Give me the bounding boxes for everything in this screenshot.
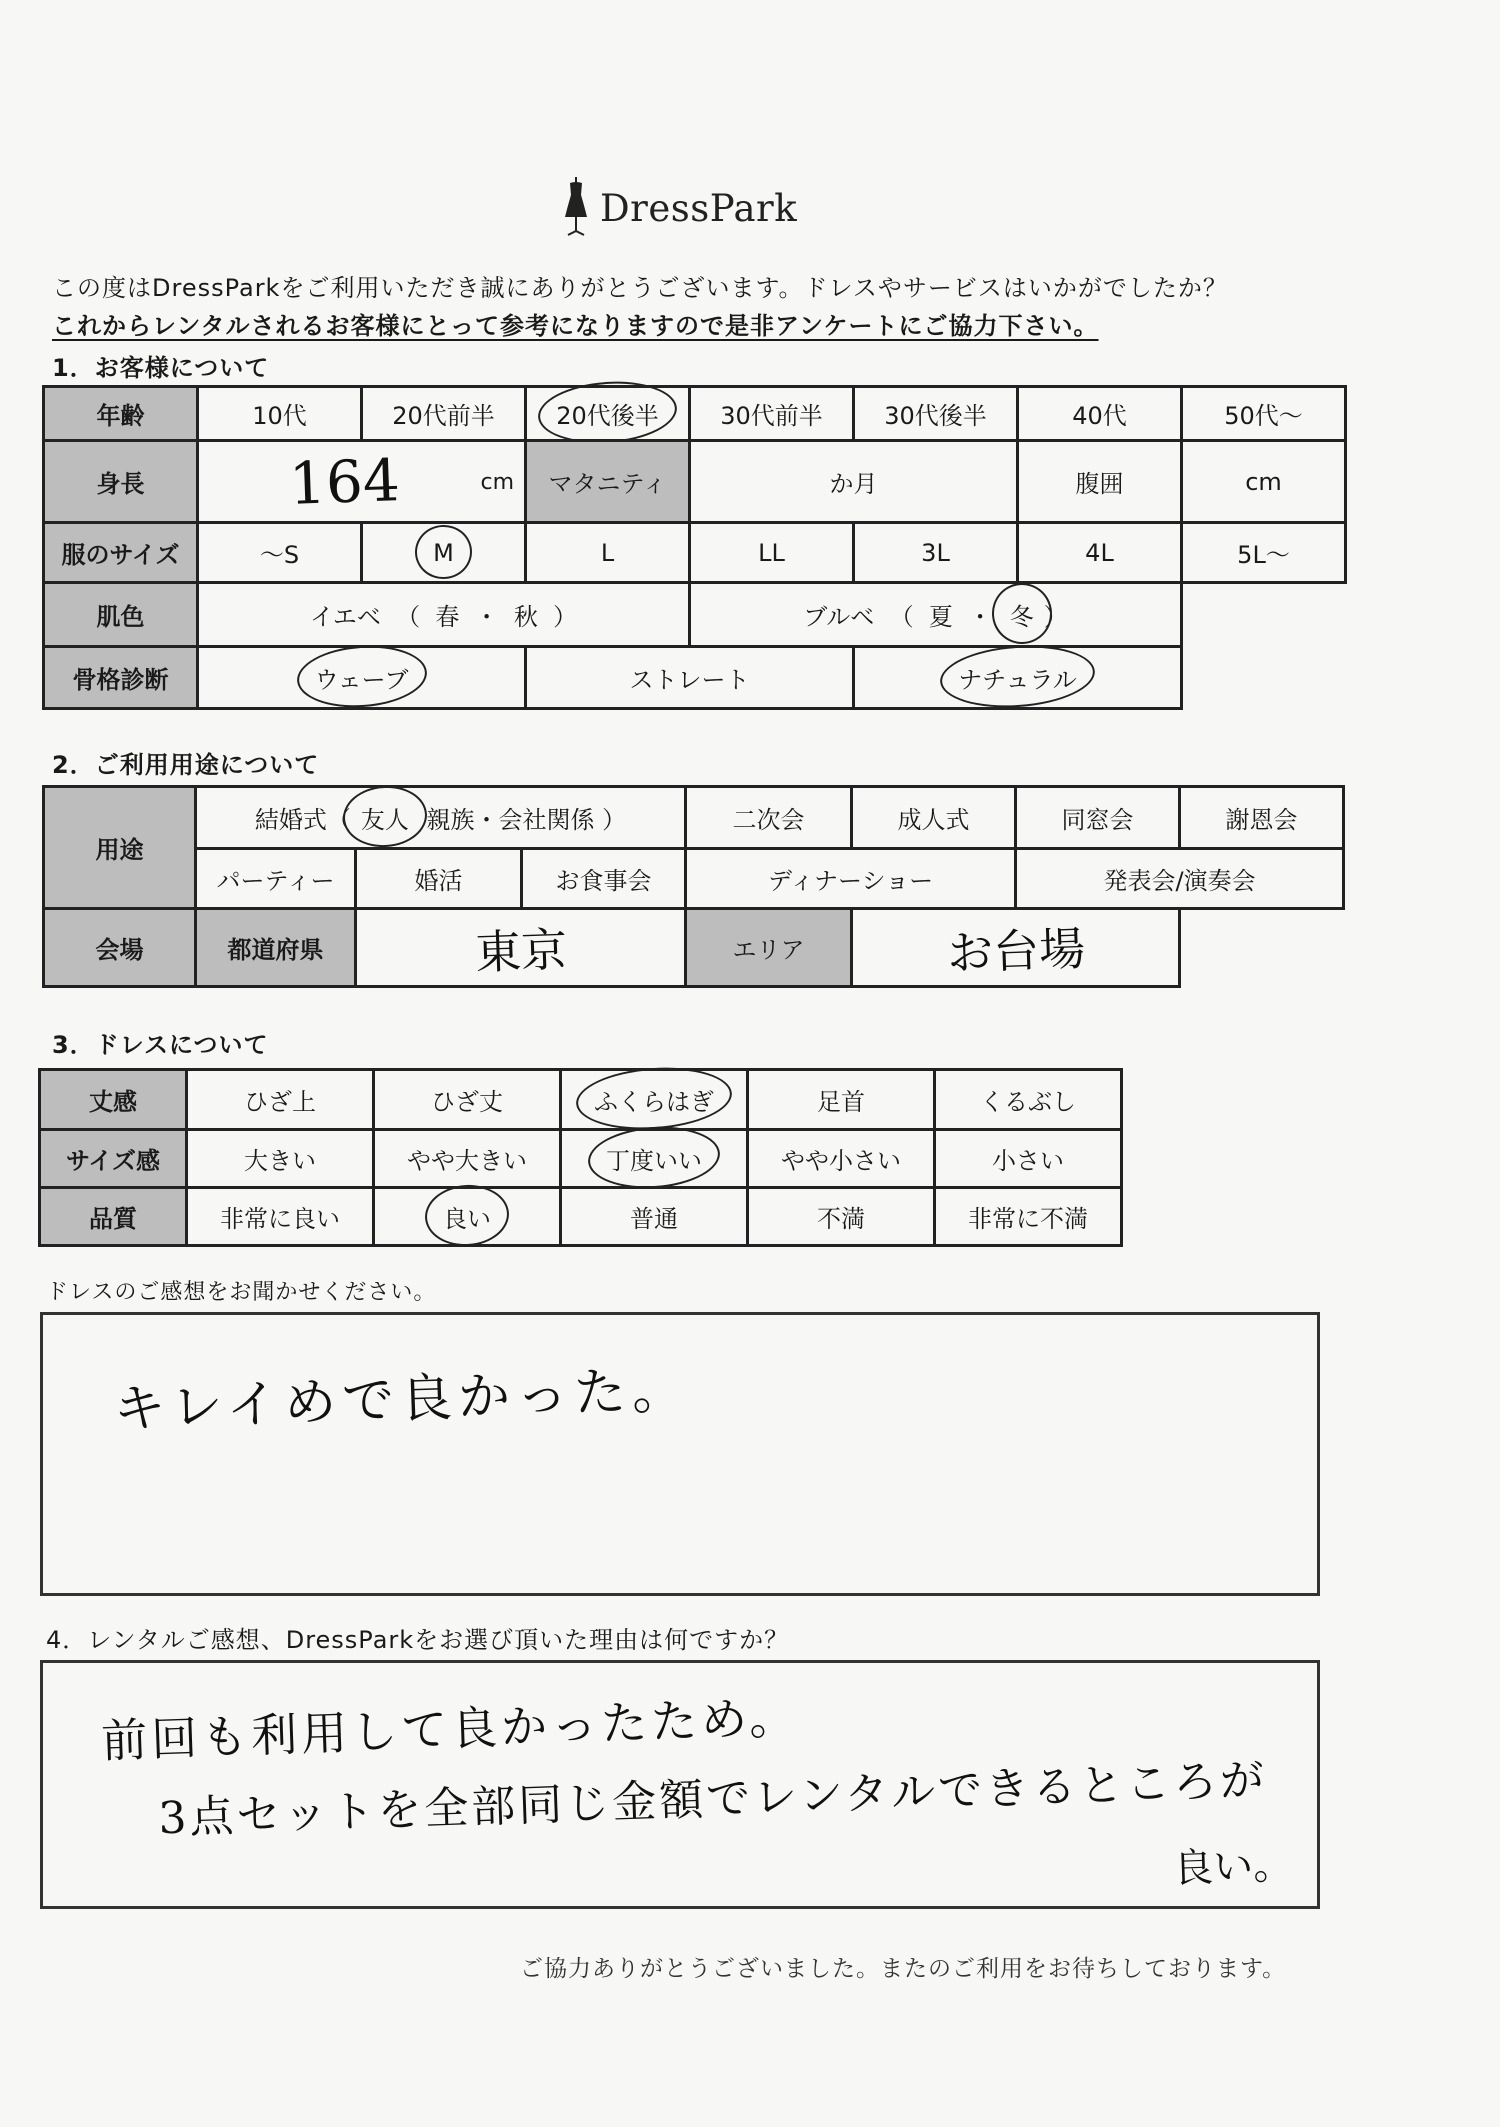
fit-row bbox=[40, 1130, 1122, 1188]
age-option[interactable]: 50代～ bbox=[1182, 387, 1346, 441]
frame-option[interactable]: ウェーブ bbox=[198, 647, 526, 709]
waist-field[interactable] bbox=[1182, 441, 1346, 523]
fit-option[interactable]: 大きい bbox=[187, 1130, 374, 1188]
purpose-option[interactable]: パーティー bbox=[196, 849, 356, 909]
length-option[interactable]: ふくらはぎ bbox=[561, 1070, 748, 1130]
size-option[interactable]: L bbox=[526, 523, 690, 583]
purpose-option[interactable]: 成人式 bbox=[852, 787, 1016, 849]
frame-label: 骨格診断 bbox=[44, 647, 198, 709]
intro-line-1: この度はDressParkをご利用いただき誠にありがとうございます。ドレスやサービスはいかがでしたか？ bbox=[52, 274, 1228, 302]
brand-name: DressPark bbox=[600, 186, 798, 230]
age-row bbox=[44, 387, 1346, 441]
reason-line-1: 前回も利用して良かったため。 bbox=[100, 1689, 801, 1769]
waist-unit: cm bbox=[1245, 467, 1282, 496]
purpose-option[interactable]: ディナーショー bbox=[686, 849, 1016, 909]
purpose-option[interactable]: 謝恩会 bbox=[1180, 787, 1344, 849]
dress-form-icon bbox=[560, 177, 592, 239]
customer-table bbox=[42, 385, 1347, 710]
waist-label: 腹囲 bbox=[1018, 441, 1182, 523]
age-option[interactable]: 30代前半 bbox=[690, 387, 854, 441]
wedding-option[interactable]: 結婚式（ 友人 親族・会社関係 ） bbox=[196, 787, 686, 849]
reason-box[interactable] bbox=[40, 1660, 1320, 1909]
size-row bbox=[44, 523, 1346, 583]
fit-option[interactable]: やや小さい bbox=[748, 1130, 935, 1188]
age-label: 年齢 bbox=[44, 387, 198, 441]
dress-table bbox=[38, 1068, 1123, 1247]
size-option[interactable]: ～S bbox=[198, 523, 362, 583]
blue-base-option[interactable]: ブルベ （ 夏 ・ 冬 ） bbox=[690, 583, 1182, 647]
maternity-unit: か月 bbox=[829, 470, 878, 498]
height-label: 身長 bbox=[44, 441, 198, 523]
quality-label: 品質 bbox=[40, 1188, 187, 1246]
winter-option: 冬 bbox=[1000, 595, 1044, 634]
size-option[interactable]: LL bbox=[690, 523, 854, 583]
impression-text: キレイめで良かった。 bbox=[112, 1359, 691, 1441]
quality-option[interactable]: 非常に良い bbox=[187, 1188, 374, 1246]
size-option[interactable]: 3L bbox=[854, 523, 1018, 583]
venue-label: 会場 bbox=[44, 909, 196, 987]
quality-option[interactable]: 良い bbox=[374, 1188, 561, 1246]
size-label: 服のサイズ bbox=[44, 523, 198, 583]
length-option[interactable]: ひざ上 bbox=[187, 1070, 374, 1130]
maternity-label: マタニティ bbox=[526, 441, 690, 523]
length-option[interactable]: 足首 bbox=[748, 1070, 935, 1130]
purpose-option[interactable]: 二次会 bbox=[686, 787, 852, 849]
reason-line-3: 良い。 bbox=[1172, 1841, 1294, 1893]
purpose-option[interactable]: 同窓会 bbox=[1016, 787, 1180, 849]
friend-option: 友人 bbox=[351, 798, 419, 837]
age-option[interactable]: 10代 bbox=[198, 387, 362, 441]
yellow-base-option[interactable]: イエベ （ 春 ・ 秋 ） bbox=[198, 583, 690, 647]
quality-row bbox=[40, 1188, 1122, 1246]
height-field[interactable] bbox=[198, 441, 526, 523]
purpose-label: 用途 bbox=[44, 787, 196, 909]
length-label: 丈感 bbox=[40, 1070, 187, 1130]
age-option[interactable]: 30代後半 bbox=[854, 387, 1018, 441]
intro-line-2: これからレンタルされるお客様にとって参考になりますので是非アンケートにご協力下さい。 bbox=[52, 312, 1099, 340]
length-option[interactable]: くるぶし bbox=[935, 1070, 1122, 1130]
closing-thanks: ご協力ありがとうございました。またのご利用をお待ちしております。 bbox=[520, 1956, 1287, 1982]
area-field[interactable]: お台場 bbox=[852, 909, 1180, 987]
quality-option[interactable]: 普通 bbox=[561, 1188, 748, 1246]
area-label: エリア bbox=[686, 909, 852, 987]
maternity-field[interactable] bbox=[690, 441, 1018, 523]
age-option[interactable]: 40代 bbox=[1018, 387, 1182, 441]
fit-option[interactable]: 小さい bbox=[935, 1130, 1122, 1188]
size-option[interactable]: 5L～ bbox=[1182, 523, 1346, 583]
height-value: 164 bbox=[287, 445, 401, 518]
height-unit: cm bbox=[480, 470, 514, 495]
impression-label: ドレスのご感想をお聞かせください。 bbox=[46, 1280, 437, 1305]
fit-option[interactable]: やや大きい bbox=[374, 1130, 561, 1188]
skin-label: 肌色 bbox=[44, 583, 198, 647]
reason-line-2: 3点セットを全部同じ金額でレンタルできるところが bbox=[157, 1754, 1268, 1845]
age-option[interactable]: 20代前半 bbox=[362, 387, 526, 441]
size-option[interactable]: 4L bbox=[1018, 523, 1182, 583]
purpose-option[interactable]: 婚活 bbox=[356, 849, 522, 909]
frame-option[interactable]: ナチュラル bbox=[854, 647, 1182, 709]
size-option[interactable]: M bbox=[362, 523, 526, 583]
quality-option[interactable]: 不満 bbox=[748, 1188, 935, 1246]
frame-row bbox=[44, 647, 1346, 709]
impression-box[interactable] bbox=[40, 1312, 1320, 1596]
frame-option[interactable]: ストレート bbox=[526, 647, 854, 709]
purpose-option[interactable]: 発表会/演奏会 bbox=[1016, 849, 1344, 909]
fit-label: サイズ感 bbox=[40, 1130, 187, 1188]
section-4-title: 4．レンタルご感想、DressParkをお選び頂いた理由は何ですか？ bbox=[46, 1626, 790, 1654]
height-row bbox=[44, 441, 1346, 523]
dresspark-logo bbox=[560, 168, 940, 248]
fit-option[interactable]: 丁度いい bbox=[561, 1130, 748, 1188]
prefecture-field[interactable]: 東京 bbox=[356, 909, 686, 987]
skin-row bbox=[44, 583, 1346, 647]
section-1-title: 1．お客様について bbox=[52, 354, 270, 382]
purpose-option[interactable]: お食事会 bbox=[522, 849, 686, 909]
quality-option[interactable]: 非常に不満 bbox=[935, 1188, 1122, 1246]
length-row bbox=[40, 1070, 1122, 1130]
section-3-title: 3．ドレスについて bbox=[52, 1031, 269, 1059]
prefecture-label: 都道府県 bbox=[196, 909, 356, 987]
age-option[interactable]: 20代後半 bbox=[526, 387, 690, 441]
purpose-table bbox=[42, 785, 1345, 988]
length-option[interactable]: ひざ丈 bbox=[374, 1070, 561, 1130]
section-2-title: 2．ご利用用途について bbox=[52, 751, 320, 779]
